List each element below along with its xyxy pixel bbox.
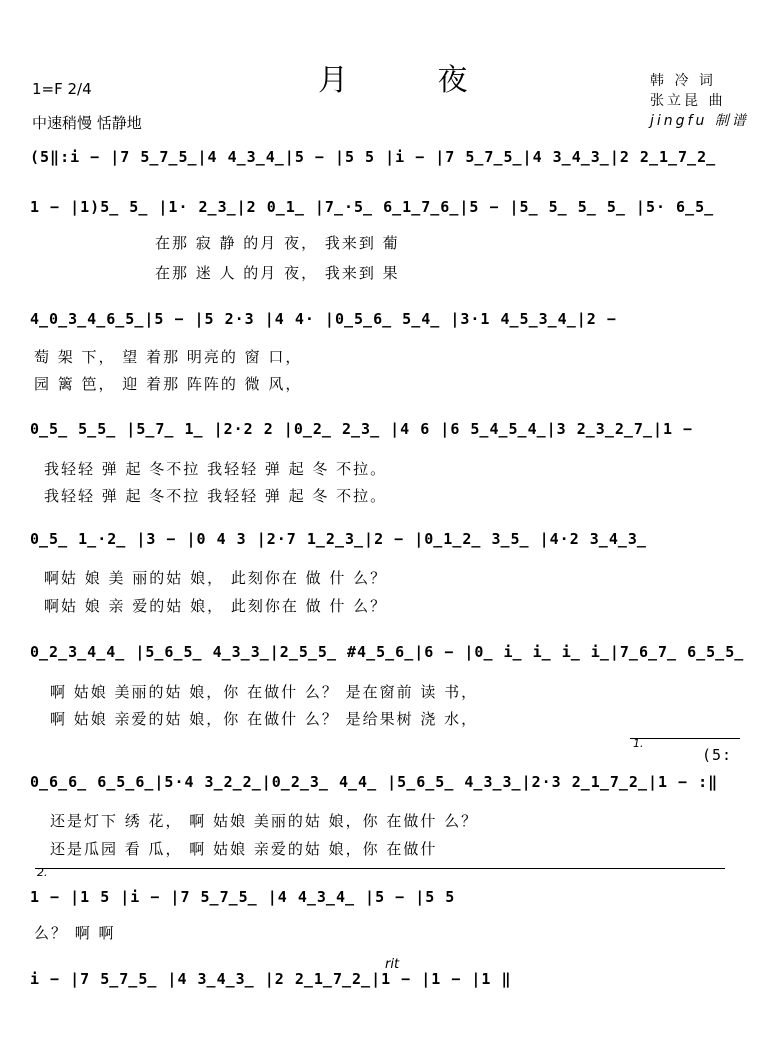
- notation-line: 0̲6̲6̲ 6̲5̲6̲|5·4 3̲2̲2̲|0̲2̲3̲ 4̲4̲ |5̲6̲5̲ 4̲3̲3̲|2·3 2̲1̲7̲2̲|1 − :‖: [30, 773, 719, 791]
- lyric-verse-1: 在那 寂 静 的月 夜， 我来到 葡: [155, 234, 400, 252]
- key-signature: 1=F 2/4: [32, 80, 92, 98]
- lyric-verse-1: 还是灯下 绣 花， 啊 姑娘 美丽的姑 娘，你 在做什 么？: [50, 812, 479, 830]
- lyric-verse-1: 啊 姑娘 美丽的姑 娘，你 在做什 么？ 是在窗前 读 书，: [50, 683, 479, 701]
- ending-2-label: 2.: [37, 866, 48, 879]
- notation-line: 1 − |1 5 |i − |7 5̲7̲5̲ |4 4̲3̲4̲ |5 − |5 5: [30, 888, 456, 906]
- lyric-verse-2: 我轻轻 弹 起 冬不拉 我轻轻 弹 起 冬 不拉。: [44, 487, 388, 505]
- notation-line: 0̲2̲3̲4̲4̲ |5̲6̲5̲ 4̲3̲3̲|2̲5̲5̲ #4̲5̲6̲|6 − |0̲ i̲ i̲ i̲ i̲|7̲6̲7̲ 6̲5̲5̲: [30, 643, 745, 661]
- lyric-verse-2: 啊 姑娘 亲爱的姑 娘，你 在做什 么？ 是给果树 浇 水，: [50, 710, 479, 728]
- lyric-verse-1: 啊姑 娘 美 丽的姑 娘， 此刻你在 做 什 么？: [44, 569, 388, 587]
- composer-credit: 张立昆 曲: [650, 93, 726, 109]
- page-title: 月 夜: [318, 63, 508, 98]
- tempo-marking: 中速稍慢 恬静地: [32, 114, 142, 132]
- ending-1-label: 1.: [633, 737, 644, 750]
- lyric-verse-2: 还是瓜园 看 瓜， 啊 姑娘 亲爱的姑 娘，你 在做什: [50, 840, 438, 858]
- lyric-verse-2: 在那 迷 人 的月 夜， 我来到 果: [155, 264, 400, 282]
- notation-line: 1 − |1)5̲ 5̲ |1· 2̲3̲|2 0̲1̲ |7̲·5̲ 6̲1̲7̲6̲|5 − |5̲ 5̲ 5̲ 5̲ |5· 6̲5̲: [30, 198, 715, 216]
- repeat-marker: (5:: [702, 746, 733, 764]
- lyricist-credit: 韩 冷 词: [650, 73, 716, 89]
- ritardando-marking: rit: [385, 957, 400, 972]
- notation-line: (5‖:i − |7 5̲7̲5̲|4 4̲3̲4̲|5 − |5 5 |i − |7 5̲7̲5̲|4 3̲4̲3̲|2 2̲1̲7̲2̲: [30, 148, 717, 166]
- lyric-verse-2: 啊姑 娘 亲 爱的姑 娘， 此刻你在 做 什 么？: [44, 597, 388, 615]
- lyric-verse-1: 么？ 啊 啊: [34, 924, 116, 942]
- transcriber-credit: jingfu 制谱: [650, 113, 749, 129]
- notation-line: i − |7 5̲7̲5̲ |4 3̲4̲3̲ |2 2̲1̲7̲2̲|1 − |1 − |1 ‖: [30, 970, 512, 988]
- lyric-verse-2: 园 篱 笆， 迎 着那 阵阵的 微 风，: [34, 375, 303, 393]
- notation-line: 0̲5̲ 1̲·2̲ |3 − |0 4 3 |2·7 1̲2̲3̲|2 − |0̲1̲2̲ 3̲5̲ |4·2 3̲4̲3̲: [30, 530, 647, 548]
- lyric-verse-1: 我轻轻 弹 起 冬不拉 我轻轻 弹 起 冬 不拉。: [44, 460, 388, 478]
- lyric-verse-1: 萄 架 下， 望 着那 明亮的 窗 口，: [34, 348, 303, 366]
- notation-line: 0̲5̲ 5̲5̲ |5̲7̲ 1̲ |2·2 2 |0̲2̲ 2̲3̲ |4 6 |6 5̲4̲5̲4̲|3 2̲3̲2̲7̲|1 −: [30, 420, 694, 438]
- notation-line: 4̲0̲3̲4̲6̲5̲|5 − |5 2·3 |4 4· |0̲5̲6̲ 5̲4̲ |3·1 4̲5̲3̲4̲|2 −: [30, 310, 617, 328]
